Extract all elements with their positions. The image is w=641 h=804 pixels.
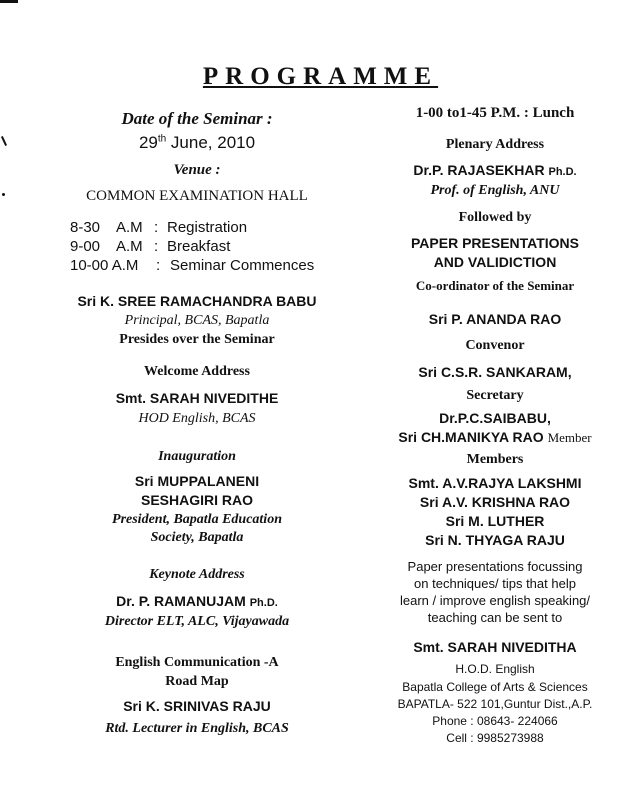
seminar-date: 29th June, 2010 xyxy=(138,133,256,152)
schedule-time: 8-30 xyxy=(70,219,101,236)
page-title: PROGRAMME xyxy=(202,63,439,90)
presider-role: Presides over the Seminar xyxy=(119,332,275,347)
schedule-ampm: A.M xyxy=(116,219,143,236)
contact-line: H.O.D. English xyxy=(455,662,535,676)
papers-note-line: teaching can be sent to xyxy=(427,610,563,625)
contact-name: Smt. SARAH NIVEDITHA xyxy=(413,639,577,655)
plenary-name: Dr.P. RAJASEKHAR Ph.D. xyxy=(413,162,577,178)
contact-line: Cell : 9985273988 xyxy=(446,731,544,745)
presentations-line2: AND VALIDICTION xyxy=(433,254,557,270)
scan-mark-left-2 xyxy=(2,193,5,196)
papers-note-line: on techniques/ tips that help xyxy=(414,576,576,591)
topic-speaker: Sri K. SRINIVAS RAJU xyxy=(123,698,271,714)
welcome-label: Welcome Address xyxy=(144,364,250,379)
topic-line2: Road Map xyxy=(165,674,229,689)
schedule-separator: : xyxy=(154,219,159,236)
papers-note-line: learn / improve english speaking/ xyxy=(399,593,591,608)
secretary-label: Secretary xyxy=(466,388,524,403)
contact-line: BAPATLA- 522 101,Guntur Dist.,A.P. xyxy=(397,697,593,711)
keynote-name: Dr. P. RAMANUJAM Ph.D. xyxy=(116,593,278,609)
lunch-time: 1-00 to1-45 P.M. : Lunch xyxy=(415,105,575,121)
schedule-event: Breakfast xyxy=(167,238,231,255)
schedule-event: Registration xyxy=(167,219,248,236)
plenary-title: Prof. of English, ANU xyxy=(430,183,560,198)
inauguration-title-line1: President, Bapatla Education xyxy=(112,512,282,527)
member-item: Smt. A.V.RAJYA LAKSHMI xyxy=(408,475,582,491)
inauguration-label: Inauguration xyxy=(158,449,236,464)
member-item: Sri N. THYAGA RAJU xyxy=(425,532,565,548)
papers-note-line: Paper presentations focussing xyxy=(407,559,583,574)
secretary-name-line1: Dr.P.C.SAIBABU, xyxy=(439,410,551,426)
topic-line1: English Communication -A xyxy=(115,655,279,670)
presider-name: Sri K. SREE RAMACHANDRA BABU xyxy=(77,293,317,309)
convenor-name: Sri C.S.R. SANKARAM, xyxy=(418,364,572,380)
inauguration-name-line1: Sri MUPPALANENI xyxy=(134,473,260,489)
followed-by: Followed by xyxy=(458,210,532,225)
schedule-time: 10-00 A.M xyxy=(70,257,139,274)
schedule-separator: : xyxy=(154,238,159,255)
contact-line: Bapatla College of Arts & Sciences xyxy=(402,680,588,694)
keynote-title: Director ELT, ALC, Vijayawada xyxy=(104,614,290,629)
member-item: Sri M. LUTHER xyxy=(445,513,545,529)
topic-speaker-title: Rtd. Lecturer in English, BCAS xyxy=(105,721,289,736)
members-label: Members xyxy=(466,452,524,467)
presentations-line1: PAPER PRESENTATIONS xyxy=(410,235,580,251)
secretary-name-line2: Sri CH.MANIKYA RAO Member xyxy=(398,429,592,445)
venue-label: Venue : xyxy=(173,162,221,178)
presider-title: Principal, BCAS, Bapatla xyxy=(124,313,270,328)
coordinator-label: Co-ordinator of the Seminar xyxy=(415,278,575,293)
venue: COMMON EXAMINATION HALL xyxy=(86,188,308,204)
welcome-name: Smt. SARAH NIVEDITHE xyxy=(115,390,279,406)
scan-mark-left-1 xyxy=(1,136,7,146)
inauguration-title-line2: Society, Bapatla xyxy=(150,530,244,545)
convenor-label: Convenor xyxy=(465,338,525,353)
coordinator-name: Sri P. ANANDA RAO xyxy=(428,311,562,327)
member-item: Sri A.V. KRISHNA RAO xyxy=(419,494,571,510)
plenary-label: Plenary Address xyxy=(445,137,545,152)
date-label: Date of the Seminar : xyxy=(121,109,273,128)
scan-mark-top-left xyxy=(0,0,18,3)
contact-line: Phone : 08643- 224066 xyxy=(432,714,558,728)
schedule-separator: : xyxy=(156,257,161,274)
schedule-event: Seminar Commences xyxy=(170,257,315,274)
welcome-title: HOD English, BCAS xyxy=(138,411,256,426)
schedule-time: 9-00 xyxy=(70,238,101,255)
schedule-ampm: A.M xyxy=(116,238,143,255)
keynote-label: Keynote Address xyxy=(149,567,245,582)
inauguration-name-line2: SESHAGIRI RAO xyxy=(140,492,253,508)
